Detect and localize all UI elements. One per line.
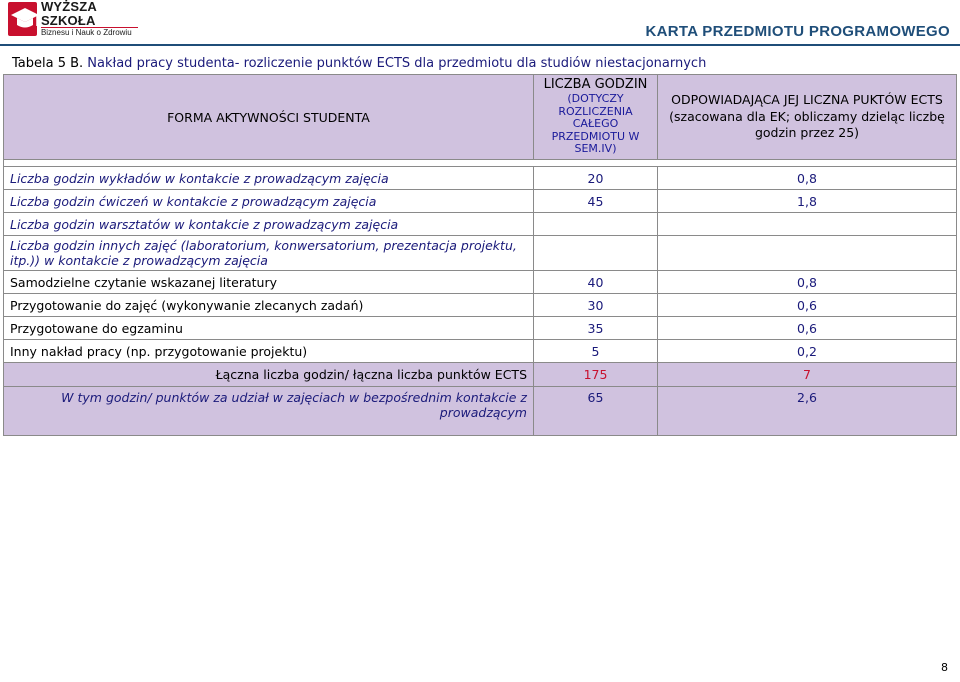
row-hours: 5 [534,340,658,363]
direct-label: W tym godzin/ punktów za udział w zajęciach w bezpośrednim kontakcie z prowadzącym [4,387,534,436]
table-row [4,236,957,271]
graduation-cap-icon [8,2,37,36]
caption-text: Nakład pracy studenta- rozliczenie punktów ECTS dla przedmiotu dla studiów niestacjonarnych [83,56,707,71]
school-logo [8,2,138,36]
header-forma: FORMA AKTYWNOŚCI STUDENTA [4,75,534,160]
header-divider [0,44,960,46]
row-ects: 1,8 [658,190,957,213]
row-ects: 0,6 [658,317,957,340]
header-ects-title: ODPOWIADAJĄCA JEJ LICZNA PUKTÓW ECTS [671,91,943,107]
page-number: 8 [941,661,948,674]
header-ects [658,75,957,160]
row-label: Przygotowane do egzaminu [4,317,534,340]
spacer-row [4,160,957,167]
header-godziny-note: (DOTYCZY ROZLICZENIA CAŁEGO PRZEDMIOTU W SEM.IV) [551,91,640,156]
header-godziny-title: LICZBA GODZIN [543,76,648,92]
row-ects: 0,6 [658,294,957,317]
table-header-row [4,75,957,160]
ects-table [3,74,957,436]
row-ects: 0,8 [658,271,957,294]
row-label: Liczba godzin wykładów w kontakcie z prowadzącym zajęcia [4,167,534,190]
row-ects [658,236,957,271]
row-label: Samodzielne czytanie wskazanej literatury [4,271,534,294]
row-label: Liczba godzin ćwiczeń w kontakcie z prowadzącym zajęcia [4,190,534,213]
table-row [4,190,957,213]
row-label: Liczba godzin warsztatów w kontakcie z prowadzącym zajęcia [4,213,534,236]
row-label: Liczba godzin innych zajęć (laboratorium, konwersatorium, prezentacja projektu, itp.)) w kontakcie z prowadzącym zajęcia [4,236,534,271]
table-row [4,340,957,363]
direct-contact-row [4,387,957,436]
row-hours [534,236,658,271]
table-row [4,271,957,294]
row-hours [534,213,658,236]
logo-line1: WYŻSZA SZKOŁA [40,0,97,28]
table-row [4,167,957,190]
row-label: Inny nakład pracy (np. przygotowanie projektu) [4,340,534,363]
header-ects-note: (szacowana dla EK; obliczamy dzieląc liczbę godzin przez 25) [669,108,945,141]
row-ects [658,213,957,236]
document-title: KARTA PRZEDMIOTU PROGRAMOWEGO [645,23,950,40]
logo-line2: Biznesu i Nauk o Zdrowiu [41,27,138,37]
row-hours: 40 [534,271,658,294]
total-hours: 175 [534,363,658,387]
row-label: Przygotowanie do zajęć (wykonywanie zlecanych zadań) [4,294,534,317]
total-row [4,363,957,387]
row-hours: 35 [534,317,658,340]
caption-prefix: Tabela 5 B. [12,56,84,71]
table-row [4,317,957,340]
table-row [4,213,957,236]
total-ects: 7 [658,363,957,387]
table-caption [12,56,706,71]
row-hours: 45 [534,190,658,213]
direct-ects: 2,6 [658,387,957,436]
table-row [4,294,957,317]
total-label: Łączna liczba godzin/ łączna liczba punktów ECTS [4,363,534,387]
row-hours: 20 [534,167,658,190]
row-ects: 0,8 [658,167,957,190]
direct-hours: 65 [534,387,658,436]
row-hours: 30 [534,294,658,317]
header-godziny [534,75,658,160]
row-ects: 0,2 [658,340,957,363]
